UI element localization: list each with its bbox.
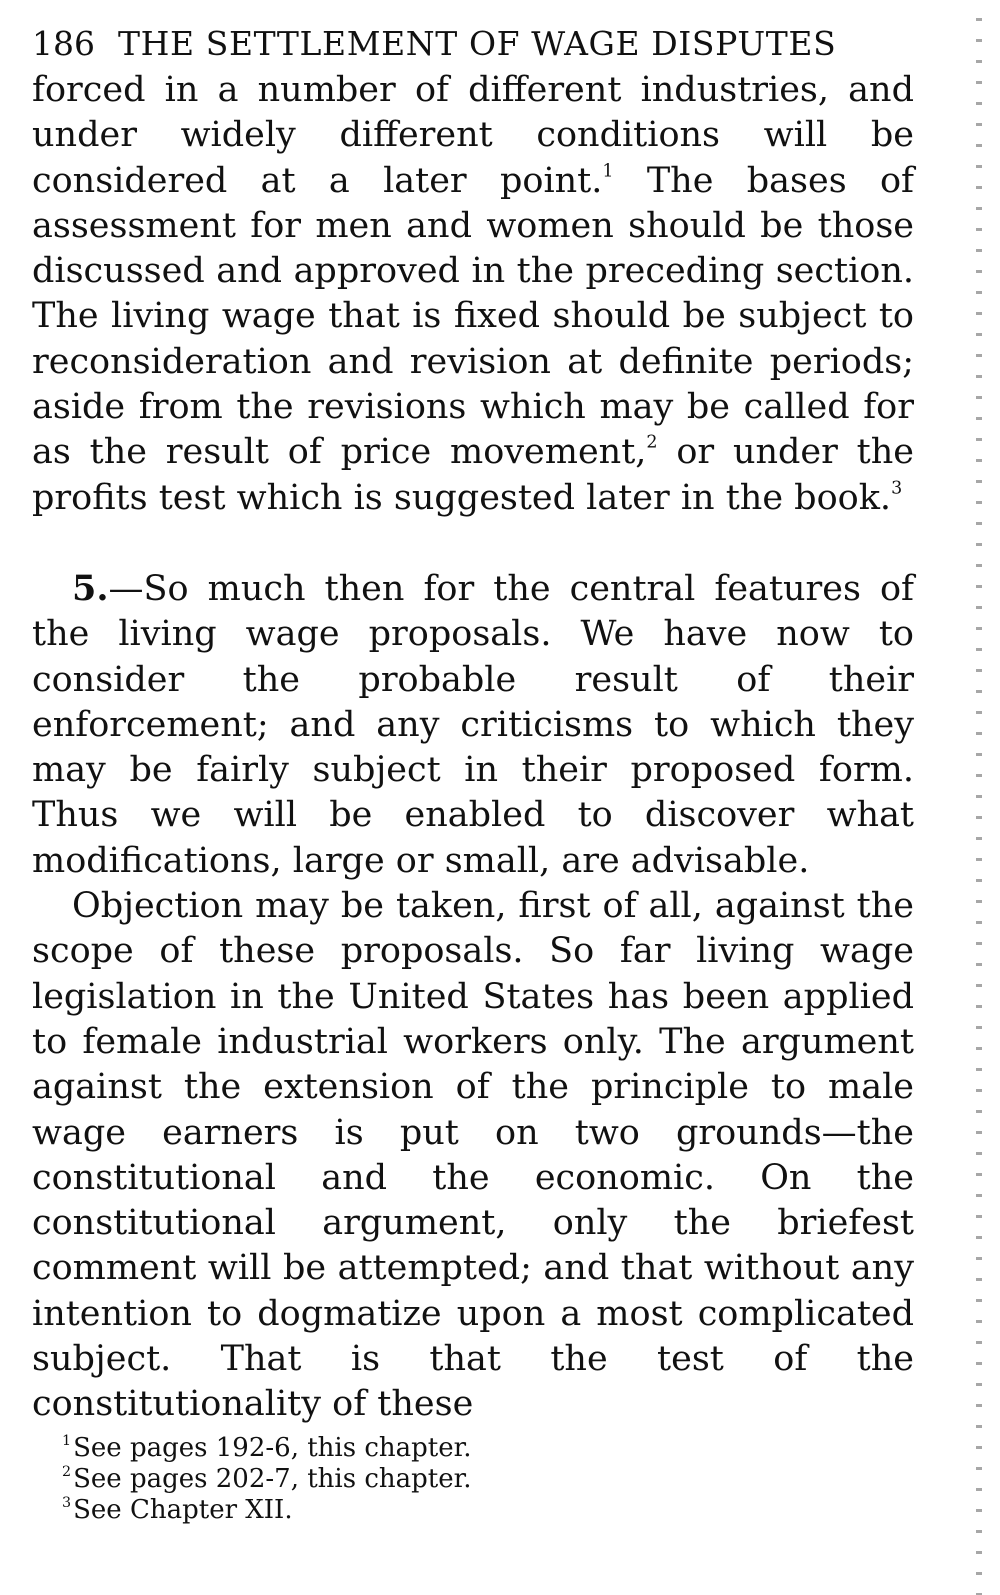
footnote-mark: 1 bbox=[62, 1432, 72, 1449]
footnote-mark: 2 bbox=[62, 1463, 72, 1480]
footnote-3 bbox=[62, 1495, 471, 1526]
footnote-ref: 1 bbox=[602, 160, 614, 181]
running-head bbox=[32, 20, 914, 68]
book-page bbox=[32, 20, 914, 1575]
footnote-text: See pages 202-7, this chapter. bbox=[73, 1464, 472, 1494]
scan-page-edge bbox=[976, 0, 982, 1595]
paragraph-objection bbox=[32, 884, 914, 1428]
footnote-mark: 3 bbox=[62, 1494, 72, 1511]
footnote-ref: 2 bbox=[646, 432, 658, 453]
paragraph-text: or under the profits test which is suggested later in the book. bbox=[32, 432, 914, 518]
paragraph-section-5 bbox=[32, 566, 914, 884]
footnote-2 bbox=[62, 1464, 471, 1495]
paragraph-text: forced in a number of different industries, and under widely different conditions will be considered at a later point. bbox=[32, 70, 914, 201]
footnotes bbox=[62, 1433, 471, 1526]
paragraph-continuation bbox=[32, 68, 914, 521]
paragraph-text: Objection may be taken, first of all, against the scope of these proposals. So far living wage legislation in the United States has been applied to female industrial workers only. The argument against the extension of the principle to male wage earners is put on two grounds—the constitutional and the economic. On the constitutional argument, only the briefest comment will be attempted; and that without any intention to dogmatize upon a most complicated subject. That is that the test of the constitutionality of these bbox=[32, 886, 914, 1425]
page-number: 186 bbox=[32, 24, 95, 63]
footnote-text: See pages 192-6, this chapter. bbox=[73, 1433, 472, 1463]
footnote-1 bbox=[62, 1433, 471, 1464]
paragraph-text: —So much then for the central features of the living wage proposals. We have now to consider the probable result of their enforcement; and any criticisms to which they may be fairly subject in their proposed form. Thus we will be enabled to discover what modifications, large or small, are advisable. bbox=[32, 568, 914, 881]
running-title: THE SETTLEMENT OF WAGE DISPUTES bbox=[118, 24, 837, 63]
body-text bbox=[32, 68, 914, 1428]
section-number: 5. bbox=[72, 567, 109, 609]
paragraph-text: The bases of assessment for men and women should be those discussed and approved in the preceding section. The living wage that is fixed should be subject to reconsideration and revision at definite periods; aside from the revisions which may be called for as the result of price movement, bbox=[32, 160, 914, 473]
footnote-text: See Chapter XII. bbox=[73, 1495, 293, 1525]
footnote-ref: 3 bbox=[891, 477, 903, 498]
